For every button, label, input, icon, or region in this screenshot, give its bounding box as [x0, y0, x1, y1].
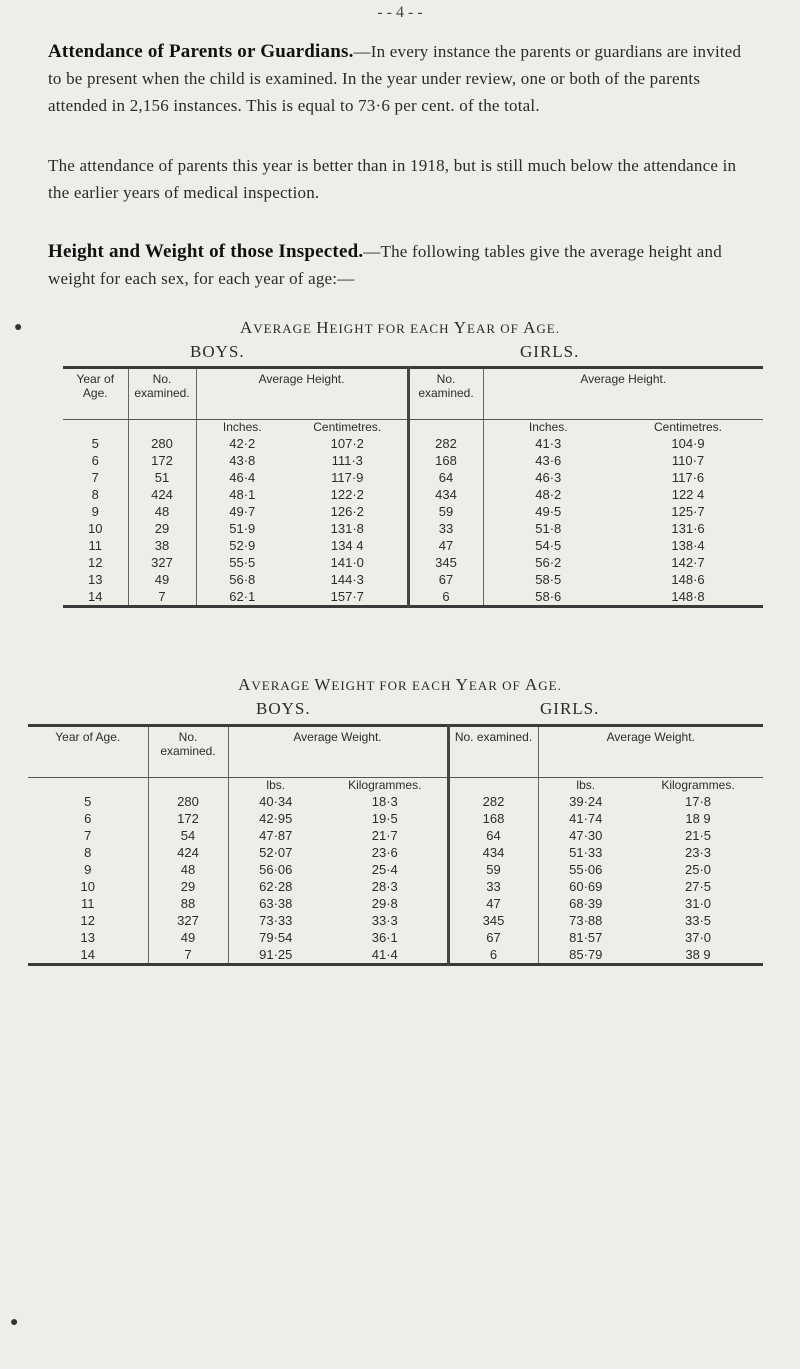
- table-cell: 85·79: [538, 946, 633, 965]
- table-cell: 36·1: [371, 930, 398, 945]
- table-cell: 91·25: [228, 946, 323, 965]
- table-cell: 49: [128, 571, 196, 588]
- table-row: [63, 503, 763, 520]
- table-cell: 434: [408, 486, 483, 503]
- margin-mark-bottom: ●: [10, 1315, 19, 1330]
- table-cell: 10: [80, 879, 95, 894]
- col-boys-height: Average Height.: [196, 368, 408, 420]
- table-cell: 33·3: [371, 913, 398, 928]
- table-cell: 5: [91, 436, 99, 451]
- table-cell: 64: [448, 827, 538, 844]
- table-row: [63, 452, 763, 469]
- height-boys-label: BOYS.: [190, 342, 245, 361]
- table-cell: 21·7: [371, 828, 398, 843]
- table-cell: 117·6: [671, 470, 705, 485]
- table-row: [28, 895, 763, 912]
- height-weight-text: —The following tables give the average height and weight for each sex, for each year of age:—: [48, 242, 722, 288]
- weight-table-caption: AVERAGE WEIGHT FOR EACH YEAR OF AGE.: [238, 675, 562, 694]
- table-cell: 51·9: [196, 520, 288, 537]
- table-cell: 110·7: [671, 453, 705, 468]
- table-row: [63, 486, 763, 503]
- table-cell: 62·1: [196, 588, 288, 607]
- col-girls-height: Average Height.: [483, 368, 763, 420]
- unit-kilogrammes: Kilogrammes.: [348, 778, 422, 792]
- table-row: [63, 520, 763, 537]
- table-cell: 6: [448, 946, 538, 965]
- table-cell: 25·4: [371, 862, 398, 877]
- table-cell: 282: [448, 793, 538, 810]
- table-cell: 111·3: [331, 453, 363, 468]
- table-cell: 54: [148, 827, 228, 844]
- table-cell: 67: [408, 571, 483, 588]
- table-cell: 6: [408, 588, 483, 607]
- table-cell: 157·7: [330, 589, 364, 604]
- col-boys-weight: Average Weight.: [228, 726, 448, 778]
- table-cell: 27·5: [684, 879, 712, 894]
- table-cell: 327: [148, 912, 228, 929]
- table-cell: 148·8: [671, 589, 705, 604]
- col-boys-examined: No. examined.: [148, 726, 228, 778]
- table-cell: 6: [84, 811, 92, 826]
- unit-centimetres: Centimetres.: [313, 420, 382, 434]
- table-cell: 172: [148, 810, 228, 827]
- table-cell: 7: [128, 588, 196, 607]
- table-cell: 434: [448, 844, 538, 861]
- table-row: [28, 793, 763, 810]
- table-cell: 51·33: [538, 844, 633, 861]
- table-cell: 73·33: [228, 912, 323, 929]
- table-cell: 424: [128, 486, 196, 503]
- table-cell: 18 9: [685, 811, 711, 826]
- attendance-text: —In every instance the parents or guardians are invited to be present when the child is examined. In the year under review, one or both of the parents attended in 2,156 instances. This is equal to 73·6 per cent. of the total.: [48, 42, 742, 115]
- table-cell: 33: [448, 878, 538, 895]
- table-cell: 48·1: [196, 486, 288, 503]
- table-row: [63, 554, 763, 571]
- table-cell: 7: [91, 470, 99, 485]
- table-cell: 81·57: [538, 929, 633, 946]
- height-table-caption: AVERAGE HEIGHT FOR EACH YEAR OF AGE.: [240, 318, 560, 337]
- table-row: [28, 844, 763, 861]
- table-cell: 29: [128, 520, 196, 537]
- table-row: [28, 861, 763, 878]
- table-cell: 172: [128, 452, 196, 469]
- table-row: [63, 588, 763, 607]
- table-cell: 48: [148, 861, 228, 878]
- table-cell: 280: [148, 793, 228, 810]
- table-row: [28, 810, 763, 827]
- table-cell: 424: [148, 844, 228, 861]
- table-cell: 131·8: [330, 521, 364, 536]
- col-girls-weight: Average Weight.: [538, 726, 763, 778]
- table-cell: 148·6: [671, 572, 705, 587]
- unit-kilogrammes: Kilogrammes.: [661, 778, 735, 792]
- table-cell: 7: [84, 828, 92, 843]
- table-cell: 13: [88, 572, 103, 587]
- height-girls-label: GIRLS.: [520, 342, 580, 361]
- table-cell: 126·2: [330, 504, 364, 519]
- table-cell: 107·2: [330, 436, 364, 451]
- table-cell: 39·24: [538, 793, 633, 810]
- col-girls-examined: No. examined.: [448, 726, 538, 778]
- table-cell: 122·2: [330, 487, 364, 502]
- table-cell: 52·07: [228, 844, 323, 861]
- table-cell: 63·38: [228, 895, 323, 912]
- table-cell: 33: [408, 520, 483, 537]
- table-cell: 49·7: [196, 503, 288, 520]
- table-cell: 11: [88, 538, 102, 553]
- table-cell: 280: [128, 435, 196, 452]
- table-row: [28, 912, 763, 929]
- table-cell: 48: [128, 503, 196, 520]
- table-cell: 49: [148, 929, 228, 946]
- table-cell: 23·3: [684, 845, 712, 860]
- height-weight-paragraph: [48, 238, 748, 292]
- table-cell: 55·5: [196, 554, 288, 571]
- unit-centimetres: Centimetres.: [653, 420, 723, 434]
- table-cell: 49·5: [483, 503, 613, 520]
- table-cell: 345: [408, 554, 483, 571]
- table-cell: 327: [128, 554, 196, 571]
- table-cell: 52·9: [196, 537, 288, 554]
- table-cell: 37·0: [684, 930, 712, 945]
- attendance-paragraph: [48, 38, 748, 119]
- table-cell: 64: [408, 469, 483, 486]
- table-cell: 46·3: [483, 469, 613, 486]
- table-cell: 29·8: [371, 896, 398, 911]
- table-cell: 117·9: [331, 470, 364, 485]
- table-cell: 17·8: [684, 794, 712, 809]
- weight-girls-label: GIRLS.: [540, 699, 600, 718]
- weight-table: [28, 724, 763, 966]
- table-cell: 43·6: [483, 452, 613, 469]
- table-cell: 47: [448, 895, 538, 912]
- table-cell: 54·5: [483, 537, 613, 554]
- height-table-body: [63, 420, 763, 607]
- table-cell: 31·0: [684, 896, 712, 911]
- unit-inches: Inches.: [196, 420, 288, 436]
- table-cell: 56·06: [228, 861, 323, 878]
- attendance-paragraph-2: The attendance of parents this year is better than in 1918, but is still much below the attendance in the earlier years of medical inspection.: [48, 156, 737, 202]
- margin-mark: ●: [14, 320, 23, 335]
- table-cell: 131·6: [671, 521, 705, 536]
- table-cell: 21·5: [684, 828, 712, 843]
- height-weight-heading: Height and Weight of those Inspected.: [48, 241, 364, 262]
- col-girls-examined: No. examined.: [408, 368, 483, 420]
- table-row: [63, 469, 763, 486]
- table-cell: 38: [128, 537, 196, 554]
- table-cell: 25·0: [684, 862, 712, 877]
- unit-inches: Inches.: [483, 420, 613, 436]
- table-cell: 58·5: [483, 571, 613, 588]
- table-cell: 51·8: [483, 520, 613, 537]
- table-cell: 6: [91, 453, 99, 468]
- table-cell: 60·69: [538, 878, 633, 895]
- table-cell: 55·06: [538, 861, 633, 878]
- table-cell: 134 4: [330, 538, 364, 553]
- table-cell: 47·87: [228, 827, 323, 844]
- col-year: Year of Age.: [28, 726, 148, 778]
- table-cell: 42·95: [228, 810, 323, 827]
- table-row: [28, 827, 763, 844]
- table-cell: 122 4: [671, 487, 705, 502]
- table-cell: 88: [148, 895, 228, 912]
- table-cell: 48·2: [483, 486, 613, 503]
- table-cell: 144·3: [330, 572, 364, 587]
- table-cell: 141·0: [330, 555, 364, 570]
- unit-lbs: lbs.: [538, 778, 633, 794]
- table-cell: 42·2: [196, 435, 288, 452]
- weight-boys-label: BOYS.: [256, 699, 311, 718]
- table-cell: 12: [80, 913, 95, 928]
- table-cell: 14: [80, 947, 95, 962]
- table-cell: 168: [448, 810, 538, 827]
- col-year: Year of Age.: [63, 368, 128, 420]
- table-cell: 18·3: [371, 794, 398, 809]
- table-row: [28, 929, 763, 946]
- table-cell: 67: [448, 929, 538, 946]
- unit-lbs: lbs.: [228, 778, 323, 794]
- table-cell: 68·39: [538, 895, 633, 912]
- table-cell: 168: [408, 452, 483, 469]
- table-cell: 47: [408, 537, 483, 554]
- col-boys-examined: No. examined.: [128, 368, 196, 420]
- table-cell: 9: [84, 862, 92, 877]
- table-cell: 41·74: [538, 810, 633, 827]
- table-cell: 5: [84, 794, 92, 809]
- table-cell: 59: [448, 861, 538, 878]
- table-cell: 10: [88, 521, 103, 536]
- table-row: [63, 571, 763, 588]
- table-cell: 125·7: [671, 504, 705, 519]
- table-cell: 46·4: [196, 469, 288, 486]
- table-cell: 345: [448, 912, 538, 929]
- table-cell: 19·5: [371, 811, 398, 826]
- table-cell: 28·3: [371, 879, 398, 894]
- table-cell: 40·34: [228, 793, 323, 810]
- table-row: [63, 435, 763, 452]
- table-cell: 51: [128, 469, 196, 486]
- table-cell: 58·6: [483, 588, 613, 607]
- table-cell: 38 9: [685, 947, 711, 962]
- table-cell: 47·30: [538, 827, 633, 844]
- table-row: [28, 878, 763, 895]
- table-cell: 104·9: [671, 436, 705, 451]
- table-cell: 56·8: [196, 571, 288, 588]
- table-cell: 8: [84, 845, 92, 860]
- table-cell: 9: [91, 504, 99, 519]
- table-cell: 11: [81, 896, 95, 911]
- table-cell: 56·2: [483, 554, 613, 571]
- table-cell: 43·8: [196, 452, 288, 469]
- table-cell: 142·7: [671, 555, 705, 570]
- table-cell: 41·4: [371, 947, 398, 962]
- table-cell: 14: [88, 589, 103, 604]
- table-cell: 12: [88, 555, 103, 570]
- table-cell: 23·6: [371, 845, 398, 860]
- table-cell: 29: [148, 878, 228, 895]
- table-cell: 59: [408, 503, 483, 520]
- table-row: [63, 537, 763, 554]
- page-number: - - 4 - -: [377, 4, 423, 21]
- table-row: [28, 946, 763, 965]
- attendance-heading: Attendance of Parents or Guardians.: [48, 41, 354, 62]
- table-cell: 138·4: [671, 538, 705, 553]
- table-cell: 41·3: [483, 435, 613, 452]
- weight-table-body: [28, 778, 763, 965]
- table-cell: 7: [148, 946, 228, 965]
- table-cell: 8: [91, 487, 99, 502]
- height-table: [63, 366, 763, 608]
- table-cell: 13: [80, 930, 95, 945]
- table-cell: 33·5: [684, 913, 712, 928]
- table-cell: 73·88: [538, 912, 633, 929]
- table-cell: 62·28: [228, 878, 323, 895]
- table-cell: 282: [408, 435, 483, 452]
- table-cell: 79·54: [228, 929, 323, 946]
